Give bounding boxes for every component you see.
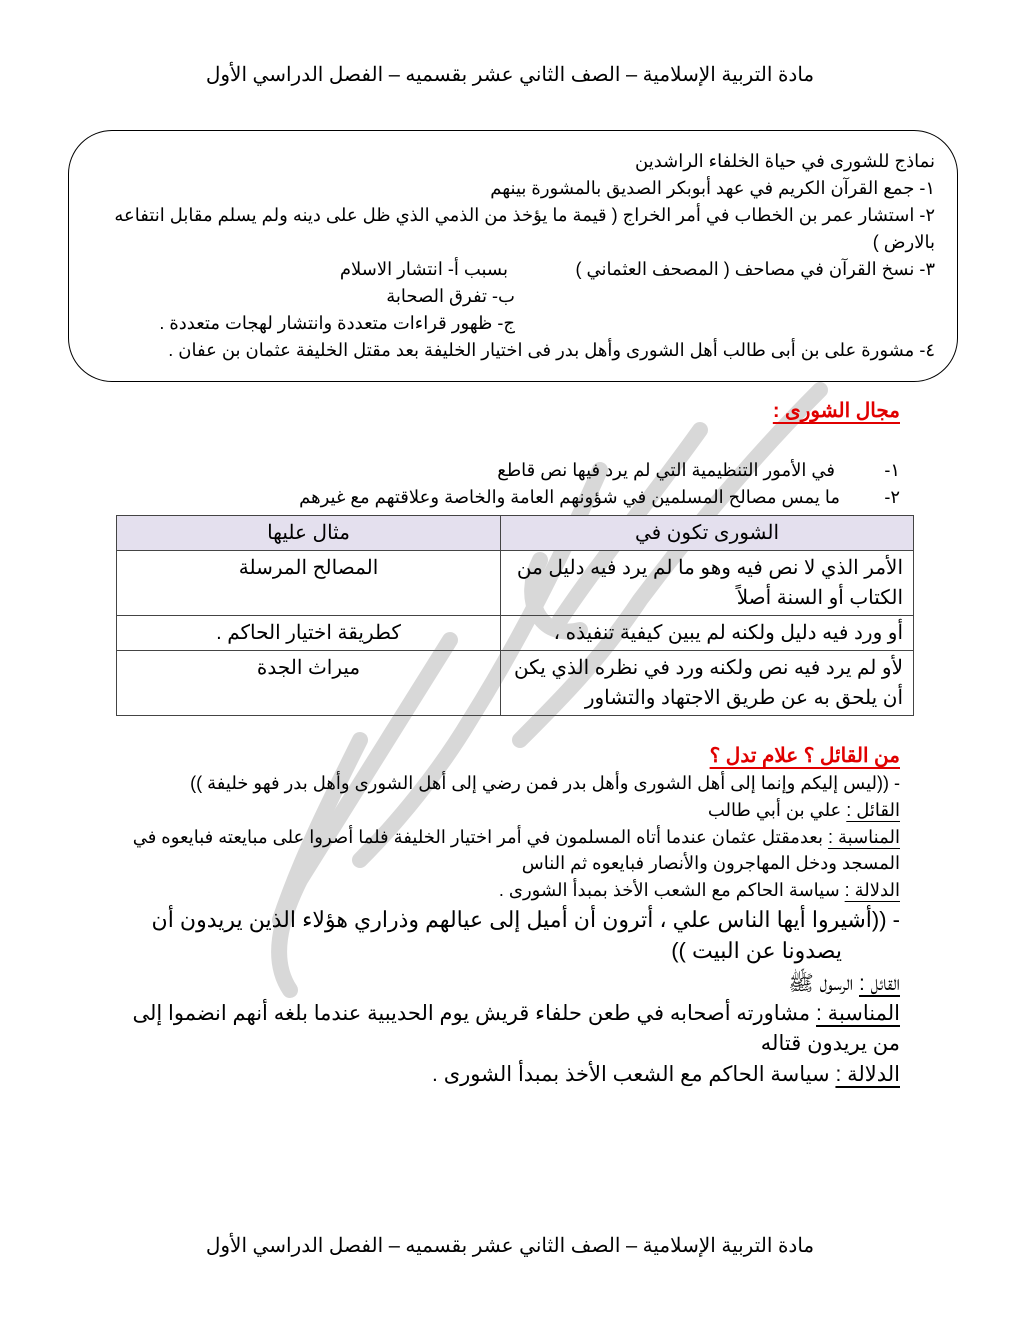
section-heading-who-said: من القائل ؟ علام تدل ؟ <box>709 745 900 767</box>
speaker-label: القائل : <box>846 800 900 820</box>
occasion-label: المناسبة : <box>828 827 900 847</box>
box-line: ٣- نسخ القرآن في مصاحف ( المصحف العثماني ) <box>575 259 935 279</box>
quote-2-cont: يصدونا عن البيت )) <box>671 938 842 963</box>
occasion: مشاورته أصحابه في طعن حلفاء قريش يوم الحديبية عندما بلغه أنهم انضموا إلى <box>132 1002 817 1025</box>
box-line: ٢- استشار عمر بن الخطاب في أمر الخراج ( قيمة ما يؤخذ من الذمي الذي ظل على دينه ولم يسلم مقابل انتفاعه <box>114 205 935 225</box>
box-line: ١- جمع القرآن الكريم في عهد أبوبكر الصديق بالمشورة بينهم <box>490 178 935 198</box>
box-title: نماذج للشورى في حياة الخلفاء الراشدين <box>635 151 935 171</box>
occasion: بعدمقتل عثمان عندما أتاه المسلمون في أمر اختيار الخليفة فلما أصروا على مبايعته فبايعوه في <box>132 827 829 847</box>
meaning-line <box>432 1061 900 1089</box>
table-row <box>117 616 914 651</box>
list-item: في الأمور التنظيمية التي لم يرد فيها نص قاطع <box>497 460 835 480</box>
table-header: الشورى تكون في <box>501 516 914 551</box>
page-header: مادة التربية الإسلامية – الصف الثاني عشر بقسميه – الفصل الدراسي الأول <box>205 64 815 86</box>
speaker: علي بن أبي طالب <box>707 800 847 820</box>
meaning-label: الدلالة : <box>844 880 900 900</box>
list-item: ما يمس مصالح المسلمين في شؤونهم العامة والخاصة وعلاقتهم مع غيرهم <box>299 487 840 507</box>
occasion-cont: من يريدون قتاله <box>760 1032 900 1055</box>
occasion-cont: المسجد ودخل المهاجرون والأنصار فبايعوه ثم الناس <box>521 853 900 873</box>
quote-2: - ((أشيروا أيها الناس علي ، أترون أن أميل إلى عيالهم وذراري هؤلاء الذين يريدون أن <box>151 907 900 932</box>
list-number: ١- <box>884 460 900 480</box>
occasion-line <box>133 826 900 848</box>
box-line: بالارض ) <box>872 232 935 252</box>
section-heading-shura-scope: مجال الشورى : <box>772 400 900 422</box>
table-cell: لأو لم يرد فيه نص ولكنه ورد في نظره الذي يكن أن يلحق به عن طريق الاجتهاد والتشاور <box>501 651 914 716</box>
occasion-label: المناسبة : <box>816 1002 900 1025</box>
table-cell: كطريقة اختيار الحاكم . <box>117 616 501 651</box>
box-line: ب- تفرق الصحابة <box>386 286 515 306</box>
box-line: بسبب أ- انتشار الاسلام <box>339 259 508 279</box>
table-header: مثال عليها <box>117 516 501 551</box>
box-line: ج- ظهور قراءات متعددة وانتشار لهجات متعددة . <box>159 313 515 333</box>
table-row <box>117 551 914 616</box>
page-footer: مادة التربية الإسلامية – الصف الثاني عشر بقسميه – الفصل الدراسي الأول <box>205 1235 815 1257</box>
meaning-label: الدلالة : <box>835 1063 900 1086</box>
table-cell: الأمر الذي لا نص فيه وهو ما لم يرد فيه دليل من الكتاب أو السنة أصلاً <box>501 551 914 616</box>
table-cell: أو ورد فيه دليل ولكنه لم يبين كيفية تنفيذه ، <box>501 616 914 651</box>
speaker-line <box>708 799 900 821</box>
speaker-line <box>788 970 900 998</box>
shura-table <box>116 515 914 716</box>
meaning: سياسة الحاكم مع الشعب الأخذ بمبدأ الشورى . <box>432 1063 836 1086</box>
table-cell: المصالح المرسلة <box>117 551 501 616</box>
speaker: الرسول ﷺ <box>788 972 859 995</box>
list-number: ٢- <box>884 487 900 507</box>
table-row <box>117 651 914 716</box>
occasion-line <box>132 1000 900 1028</box>
speaker-label: القائل : <box>859 972 900 995</box>
quote-1: - ((ليس إليكم وإنما إلى أهل الشورى وأهل بدر فمن رضي إلى أهل الشورى وأهل بدر فهو خليفة )) <box>190 773 900 793</box>
table-cell: ميراث الجدة <box>117 651 501 716</box>
table-header-row <box>117 516 914 551</box>
meaning-line <box>499 879 900 901</box>
meaning: سياسة الحاكم مع الشعب الأخذ بمبدأ الشورى . <box>498 880 845 900</box>
box-line: ٤- مشورة على بن أبى طالب أهل الشورى وأهل بدر فى اختيار الخليفة بعد مقتل الخليفة عثمان بن عفان . <box>168 340 935 360</box>
